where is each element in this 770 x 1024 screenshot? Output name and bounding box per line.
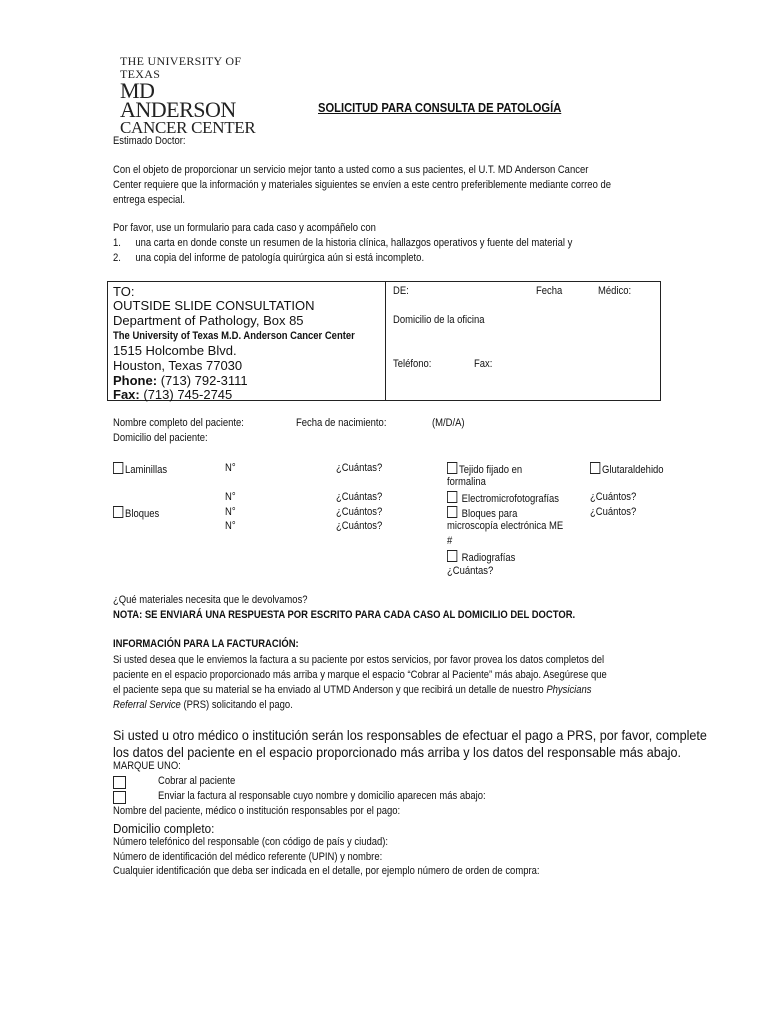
billing-italic: Referral Service [113,699,181,711]
intro-paragraph [113,163,611,208]
how-many-label: ¿Cuántos? [336,520,383,532]
fax-number: (713) 745-2745 [143,387,233,402]
electro-option[interactable] [447,491,559,505]
billing-heading: INFORMACIÓN PARA LA FACTURACIÓN: [113,638,299,650]
checkbox[interactable] [113,791,126,804]
billing-line: paciente en el espacio proporcionado más arriba y marque el espacio “Cobrar al Paciente” más abajo. Asegúrese que [113,669,607,681]
item-number: 2. [113,252,121,264]
laminillas-label: Laminillas [125,464,168,476]
billing-line [113,683,607,698]
checkbox[interactable] [447,506,457,518]
intro-line: entrega especial. [113,194,186,206]
instructions [113,221,572,266]
responsible-name-label: Nombre del paciente, médico o institución responsables por el pago: [113,805,401,817]
to-label: TO: [113,284,135,299]
return-question: ¿Qué materiales necesita que le devolvamos? [113,594,308,606]
box-divider [385,282,386,400]
billing-paragraph [113,653,607,713]
number-label: N° [225,491,236,503]
laminillas-option[interactable] [113,462,167,476]
date-format-label: (M/D/A) [432,417,465,429]
upin-label: Número de identificación del médico referente (UPIN) y nombre: [113,851,383,863]
item-text: una copia del informe de patología quirúrgica aún si está incompleto. [135,252,425,264]
intro-line: Con el objeto de proporcionar un servicio mejor tanto a usted como a sus pacientes, el U.T. MD Anderson Cancer [113,164,589,176]
address-line-2: Houston, Texas 77030 [113,358,243,373]
checkbox[interactable] [113,462,123,474]
billing-text: el paciente sepa que su material se ha enviado al UTMD Anderson y que recibirá un detalle de nuestro [113,684,547,696]
how-many-label: ¿Cuántas? [447,565,494,577]
how-many-label: ¿Cuántos? [590,506,637,518]
item-number: 1. [113,237,121,249]
tejido-label: Tejido fijado en [459,464,523,476]
logo-line-2: MD ANDERSON [120,78,236,122]
logo-line-3: CANCER CENTER [120,118,256,137]
address-box [107,281,661,401]
logo-line-1: THE UNIVERSITY OF TEXAS [120,54,242,81]
other-id-label: Cualquier identificación que deba ser indicada en el detalle, por ejemplo número de orden de compra: [113,865,540,877]
number-label: N° [225,506,236,518]
formalina-label: formalina [447,476,486,488]
office-address-label: Domicilio de la oficina [393,314,485,326]
intro-line: Center requiere que la información y materiales siguientes se envíen a este centro preferiblemente mediante correo de [113,179,611,191]
payer-line-2: los datos del paciente en el espacio proporcionado más arriba y los datos del responsable más abajo. [113,744,682,760]
fax-label: Fax: [113,387,140,402]
billing-line [113,698,607,713]
university-name: The University of Texas M.D. Anderson Cancer Center [113,330,355,342]
marque-uno-label: MARQUE UNO: [113,760,181,772]
checkbox[interactable] [447,491,457,503]
bloques-option[interactable] [113,506,159,520]
bloques-para-option[interactable] [447,506,517,520]
de-label: DE: [393,285,409,297]
checkbox[interactable] [447,550,457,562]
medico-label: Médico: [598,285,632,297]
radiografias-option[interactable] [447,550,515,564]
bloques-label: Bloques [125,508,160,520]
full-address-label: Domicilio completo: [113,821,215,836]
billing-italic: Physicians [546,684,592,696]
checkbox[interactable] [590,462,600,474]
dept-line-1: OUTSIDE SLIDE CONSULTATION [113,298,315,313]
checkbox[interactable] [113,776,126,789]
checkbox[interactable] [113,506,123,518]
phone-line [113,373,248,388]
billing-line: Si usted desea que le enviemos la factura a su paciente por estos servicios, por favor provea los datos completos del [113,654,605,666]
glutaraldehido-label: Glutaraldehido [602,464,664,476]
electro-label: Electromicrofotografías [461,493,559,505]
phone-number: (713) 792-3111 [160,373,248,388]
send-invoice-label: Enviar la factura al responsable cuyo nombre y domicilio aparecen más abajo: [158,790,486,802]
birthdate-label: Fecha de nacimiento: [296,417,387,429]
instructions-intro: Por favor, use un formulario para cada caso y acompáñelo con [113,222,376,234]
tejido-option[interactable] [447,462,522,476]
greeting: Estimado Doctor: [113,135,186,147]
charge-patient-label: Cobrar al paciente [158,775,236,787]
patient-address-label: Domicilio del paciente: [113,432,208,444]
fax-right-label: Fax: [474,358,493,370]
glutaraldehido-option[interactable] [590,462,664,476]
nota-line: NOTA: SE ENVIARÁ UNA RESPUESTA POR ESCRITO PARA CADA CASO AL DOMICILIO DEL DOCTOR. [113,609,576,621]
hash-label: # [447,535,453,547]
fecha-label: Fecha [536,285,563,297]
microscopia-label: microscopía electrónica ME [447,520,564,532]
instruction-item-1 [113,236,572,251]
fax-line [113,387,232,402]
responsible-phone-label: Número telefónico del responsable (con código de país y ciudad): [113,836,389,848]
payer-line-1: Si usted u otro médico o institución serán los responsables de efectuar el pago a PRS, por favor, complete [113,727,707,743]
mdanderson-logo [120,55,270,136]
checkbox[interactable] [447,462,457,474]
number-label: N° [225,520,236,532]
address-line-1: 1515 Holcombe Blvd. [113,343,237,358]
dept-line-2: Department of Pathology, Box 85 [113,313,304,328]
phone-label: Phone: [113,373,158,388]
radiografias-label: Radiografías [461,552,516,564]
phone-right-label: Teléfono: [393,358,432,370]
number-label: N° [225,462,236,474]
bloques-para-label: Bloques para [461,508,518,520]
form-title: SOLICITUD PARA CONSULTA DE PATOLOGÍA [318,100,562,115]
how-many-label: ¿Cuántas? [336,462,383,474]
how-many-label: ¿Cuántas? [336,491,383,503]
how-many-label: ¿Cuántos? [590,491,637,503]
billing-text: (PRS) solicitando el pago. [180,699,293,711]
item-text: una carta en donde conste un resumen de la historia clínica, hallazgos operativos y fuente del material y [135,237,573,249]
how-many-label: ¿Cuántos? [336,506,383,518]
patient-name-label: Nombre completo del paciente: [113,417,244,429]
instruction-item-2 [113,251,572,266]
